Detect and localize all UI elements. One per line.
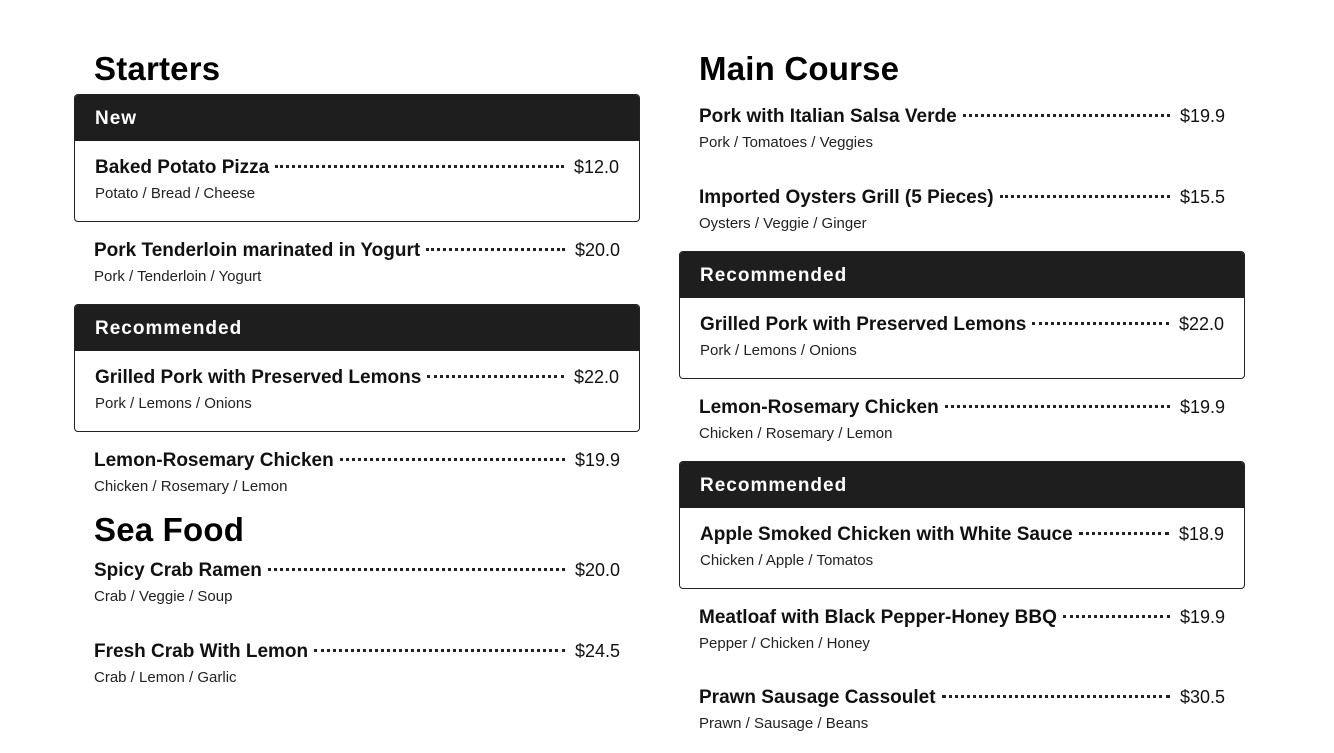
dot-leader bbox=[1063, 615, 1170, 618]
item-ingredients: Pork / Lemons / Onions bbox=[95, 395, 252, 412]
dot-leader bbox=[945, 405, 1170, 408]
item-name: Pork with Italian Salsa Verde bbox=[699, 106, 957, 127]
item-price: $19.9 bbox=[1179, 607, 1225, 627]
item-price: $15.5 bbox=[1179, 187, 1225, 207]
item-ingredients: Crab / Veggie / Soup bbox=[94, 588, 233, 605]
item-name: Fresh Crab With Lemon bbox=[94, 641, 309, 662]
item-price: $19.9 bbox=[1179, 106, 1225, 126]
item-name: Imported Oysters Grill (5 Pieces) bbox=[699, 187, 994, 208]
item-ingredients: Pepper / Chicken / Honey bbox=[699, 635, 870, 652]
section-title-seafood: Sea Food bbox=[94, 511, 245, 548]
menu-item[interactable] bbox=[74, 432, 640, 516]
badge-recommended: Recommended bbox=[680, 462, 1244, 508]
item-price: $30.5 bbox=[1179, 687, 1225, 707]
item-name: Grilled Pork with Preserved Lemons bbox=[700, 314, 1027, 335]
item-name: Prawn Sausage Cassoulet bbox=[699, 687, 936, 708]
badge-recommended: Recommended bbox=[75, 305, 639, 351]
item-price: $20.0 bbox=[574, 240, 620, 260]
item-ingredients: Chicken / Rosemary / Lemon bbox=[94, 478, 288, 495]
dot-leader bbox=[426, 248, 565, 251]
item-price: $18.9 bbox=[1178, 524, 1224, 544]
menu-item[interactable] bbox=[679, 170, 1245, 251]
item-name: Apple Smoked Chicken with White Sauce bbox=[700, 524, 1073, 545]
item-price: $19.9 bbox=[1179, 397, 1225, 417]
item-ingredients: Chicken / Rosemary / Lemon bbox=[699, 425, 893, 442]
item-name: Lemon-Rosemary Chicken bbox=[699, 397, 939, 418]
menu-item[interactable] bbox=[680, 508, 1244, 589]
item-price: $22.0 bbox=[1178, 314, 1224, 334]
featured-card-recommended bbox=[74, 304, 640, 432]
featured-card-recommended bbox=[679, 251, 1245, 379]
menu-item[interactable] bbox=[679, 671, 1245, 753]
dot-leader bbox=[268, 568, 565, 571]
item-ingredients: Pork / Tomatoes / Veggies bbox=[699, 134, 873, 151]
item-ingredients: Chicken / Apple / Tomatos bbox=[700, 552, 874, 569]
starters-column bbox=[74, 0, 640, 713]
menu-item[interactable] bbox=[74, 222, 640, 304]
section-title-main-course: Main Course bbox=[699, 50, 900, 87]
main-course-column bbox=[679, 0, 1245, 753]
dot-leader bbox=[1079, 532, 1169, 535]
menu-item[interactable] bbox=[680, 298, 1244, 379]
dot-leader bbox=[275, 165, 564, 168]
featured-card-new bbox=[74, 94, 640, 222]
item-price: $20.0 bbox=[574, 560, 620, 580]
item-price: $24.5 bbox=[574, 641, 620, 661]
dot-leader bbox=[340, 458, 565, 461]
item-price: $19.9 bbox=[574, 450, 620, 470]
dot-leader bbox=[963, 114, 1170, 117]
menu-item[interactable] bbox=[679, 589, 1245, 671]
item-price: $12.0 bbox=[573, 157, 619, 177]
item-name: Spicy Crab Ramen bbox=[94, 560, 262, 581]
item-name: Meatloaf with Black Pepper-Honey BBQ bbox=[699, 607, 1057, 628]
dot-leader bbox=[427, 375, 564, 378]
item-ingredients: Pork / Lemons / Onions bbox=[700, 342, 857, 359]
item-ingredients: Crab / Lemon / Garlic bbox=[94, 669, 237, 686]
menu-item[interactable] bbox=[679, 379, 1245, 461]
item-ingredients: Prawn / Sausage / Beans bbox=[699, 715, 869, 732]
item-ingredients: Oysters / Veggie / Ginger bbox=[699, 215, 867, 232]
menu-item[interactable] bbox=[75, 141, 639, 222]
dot-leader bbox=[1000, 195, 1170, 198]
dot-leader bbox=[314, 649, 565, 652]
item-name: Lemon-Rosemary Chicken bbox=[94, 450, 334, 471]
menu-item[interactable] bbox=[679, 89, 1245, 170]
menu-item[interactable] bbox=[74, 631, 640, 713]
item-name: Grilled Pork with Preserved Lemons bbox=[95, 367, 422, 388]
menu-item[interactable] bbox=[75, 351, 639, 432]
featured-card-recommended bbox=[679, 461, 1245, 589]
dot-leader bbox=[1032, 322, 1169, 325]
item-price: $22.0 bbox=[573, 367, 619, 387]
item-name: Pork Tenderloin marinated in Yogurt bbox=[94, 240, 421, 261]
section-title-starters: Starters bbox=[94, 50, 221, 87]
item-name: Baked Potato Pizza bbox=[95, 157, 270, 178]
dot-leader bbox=[942, 695, 1170, 698]
badge-new: New bbox=[75, 95, 639, 141]
item-ingredients: Pork / Tenderloin / Yogurt bbox=[94, 268, 262, 285]
badge-recommended: Recommended bbox=[680, 252, 1244, 298]
menu-item[interactable] bbox=[74, 550, 640, 631]
item-ingredients: Potato / Bread / Cheese bbox=[95, 185, 256, 202]
